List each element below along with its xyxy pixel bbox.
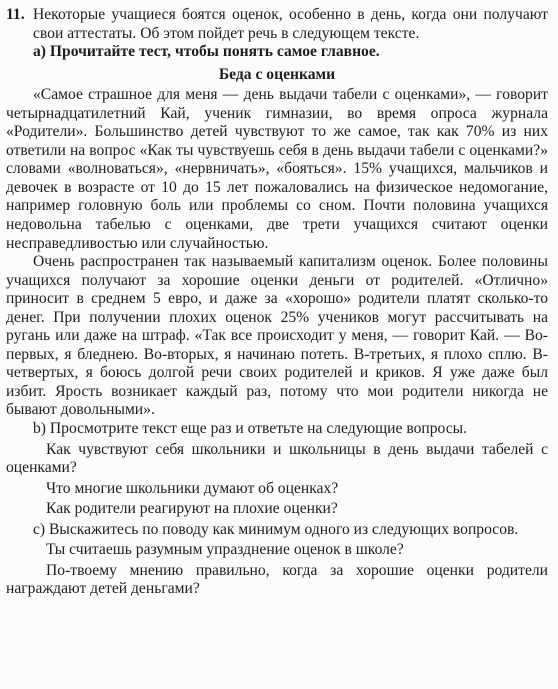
question-b-3: Как родители реагируют на плохие оценки? (46, 500, 338, 518)
article-paragraph-2: Очень распространен так называемый капитализм оценок. Более половины учащихся получают за хорошие оценки деньги от родителей. «Отлично» приносит в среднем 5 евро, и даже за «хорошо» родители платят сколько-то денег. При получении плохих оценок 25% учеников могут рассчитывать на ругань или даже на штраф. «Так все происходит у меня, — говорит Кай. — Во-первых, я бледнею. Во-вторых, я начинаю потеть. В-третьих, я плохо сплю. В-четвертых, я боюсь долгой речи своих родителей и криков. Я уже даже был избит. Ярость возникает каждый раз, потому что мои родители никогда не бывают довольными». (6, 253, 548, 419)
question-b-1: Как чувствуют себя школьники и школьницы в день выдачи табелей с оценками? (6, 440, 548, 477)
task-c: с) Выскажитесь по поводу как минимум одного из следующих вопросов. (33, 520, 519, 538)
question-c-1: Ты считаешь разумным упразднение оценок в школе? (46, 541, 404, 559)
task-b: b) Просмотрите текст еще раз и ответьте на следующие вопросы. (33, 420, 467, 438)
article-paragraph-1: «Самое страшное для меня — день выдачи табели с оценками», — говорит четырнадцатилетний Кай, ученик гимназии, во время опроса журнала «Родители». Большинство детей чувствуют то же самое, так как 70% из них ответили на вопрос «Как ты чувствуешь себя в день выдачи табели с оценками?» словами «волноваться», «нервничать», «бояться». 15% учащихся, мальчиков и девочек в возрасте от 10 до 15 лет пожаловались на физическое недомогание, например головную боль или проблемы со сном. Почти половина учащихся недовольна табелью с оценками, две трети учащихся считают оценки несправедливостью или случайностью. (6, 86, 548, 252)
question-b-2: Что многие школьники думают об оценках? (46, 479, 339, 497)
exercise-intro: Некоторые учащиеся боятся оценок, особенно в день, когда они получают свои аттестаты. Об этом пойдет речь в следующем тексте. (33, 6, 548, 42)
question-c-2: По-твоему мнению правильно, когда за хорошие оценки родители награждают детей деньгами? (6, 561, 548, 598)
task-a: а) Прочитайте тест, чтобы понять самое главное. (33, 43, 380, 61)
exercise-number: 11. (6, 6, 25, 23)
article-title: Беда с оценками (218, 65, 336, 83)
exercise-header (6, 6, 548, 43)
